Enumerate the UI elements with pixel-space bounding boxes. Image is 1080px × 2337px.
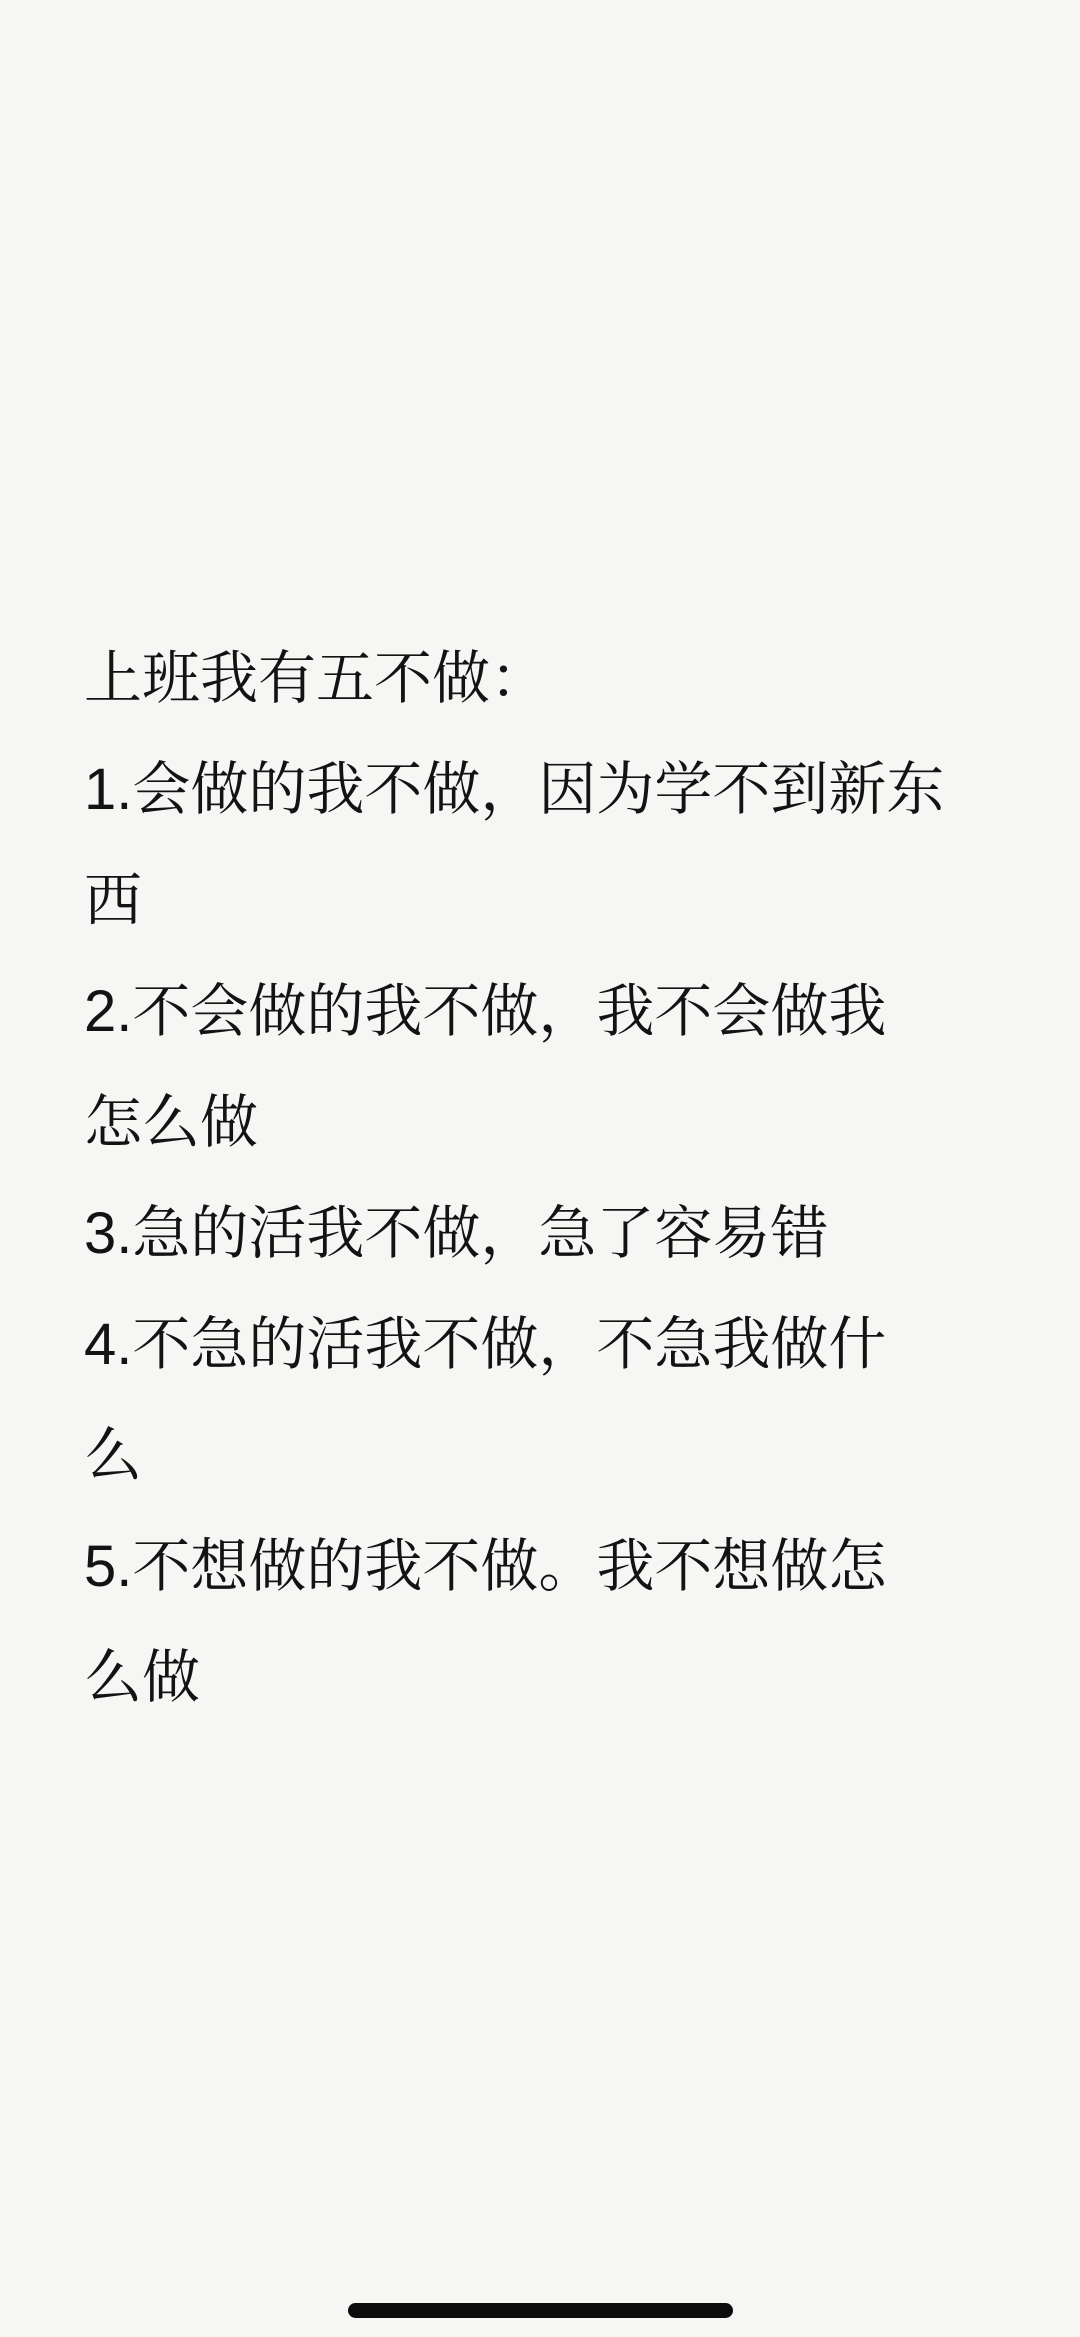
note-line: 3.急的活我不做，急了容易错	[84, 1201, 829, 1266]
note-line: 西	[84, 868, 143, 933]
note-line: 怎么做	[84, 1090, 259, 1155]
note-line: 5.不想做的我不做。我不想做怎	[84, 1534, 887, 1599]
note-line: 么做	[84, 1645, 201, 1710]
note-line: 1.会做的我不做，因为学不到新东	[84, 757, 945, 822]
note-line: 上班我有五不做：	[84, 646, 549, 711]
home-indicator[interactable]	[348, 2303, 733, 2318]
note-line: 4.不急的活我不做，不急我做什	[84, 1312, 887, 1377]
note-line: 2.不会做的我不做，我不会做我	[84, 979, 887, 1044]
note-line: 么	[84, 1423, 143, 1488]
note-text	[84, 623, 1034, 1733]
